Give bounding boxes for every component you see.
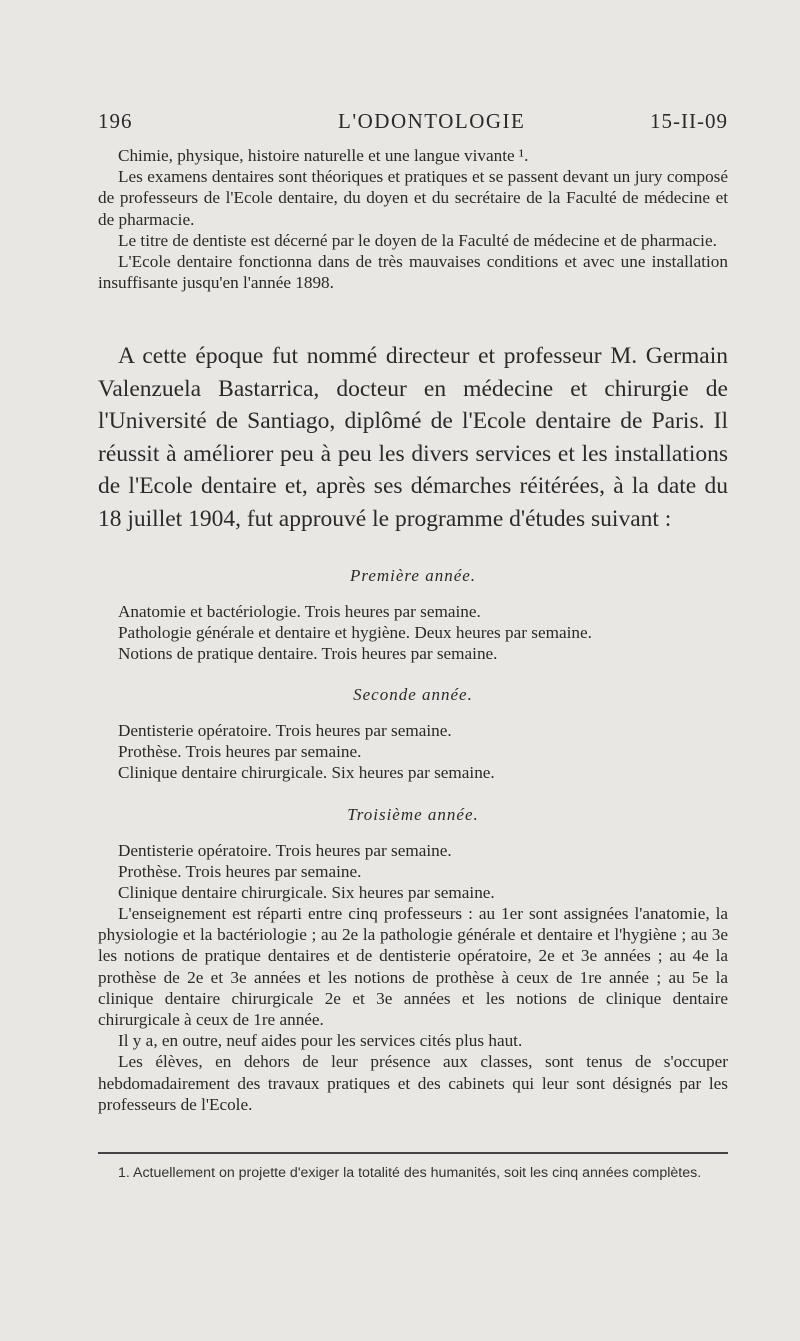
section-title-second-year: Seconde année.	[353, 685, 473, 704]
list-item: Dentisterie opératoire. Trois heures par semaine.	[118, 841, 452, 860]
list-item: Clinique dentaire chirurgicale. Six heures par semaine.	[118, 763, 495, 782]
list-item: Dentisterie opératoire. Trois heures par semaine.	[118, 721, 452, 740]
running-header	[98, 109, 728, 139]
list-item: Clinique dentaire chirurgicale. Six heures par semaine.	[118, 883, 495, 902]
paragraph: Les élèves, en dehors de leur présence aux classes, sont tenus de s'occuper hebdomadairement des travaux pratiques et des cabinets qui leur sont désignés par les professeurs de l'Ecole.	[98, 1052, 728, 1114]
closing-text	[98, 903, 728, 1115]
list-item: Pathologie générale et dentaire et hygiène. Deux heures par semaine.	[118, 623, 592, 642]
paragraph: Chimie, physique, histoire naturelle et une langue vivante ¹.	[118, 146, 529, 165]
course-list-third-year	[118, 840, 738, 903]
footnote: 1. Actuellement on projette d'exiger la totalité des humanités, soit les cinq années complètes.	[118, 1165, 702, 1181]
paragraph: L'enseignement est réparti entre cinq professeurs : au 1er sont assignées l'anatomie, la physiologie et la bactériologie ; au 2e la pathologie générale et dentaire et l'hygiène ; au 3e les notions de pratique dentaires et de dentisterie opératoire, 2e et 3e années ; au 4e la prothèse de 2e et 3e années et les notions de prothèse à ceux de 1re année ; au 5e la clinique dentaire chirurgicale 2e et 3e années et les notions de clinique dentaire chirurgicale à ceux de 1re année.	[98, 904, 728, 1030]
paragraph: A cette époque fut nommé directeur et professeur M. Germain Valenzuela Bastarrica, docteur en médecine et chirurgie de l'Université de Santiago, diplômé de l'Ecole dentaire de Paris. Il réussit à améliorer peu à peu les divers services et les installations de l'Ecole dentaire et, après ses démarches réitérées, à la date du 18 juillet 1904, fut approuvé le programme d'études suivant :	[98, 343, 728, 532]
main-text	[98, 340, 728, 536]
section-title-third-year: Troisième année.	[347, 805, 479, 824]
course-list-second-year	[118, 720, 738, 783]
list-item: Notions de pratique dentaire. Trois heures par semaine.	[118, 644, 498, 663]
issue-date: 15-II-09	[650, 109, 728, 133]
journal-title: L'ODONTOLOGIE	[338, 109, 526, 133]
list-item: Prothèse. Trois heures par semaine.	[118, 742, 362, 761]
list-item: Prothèse. Trois heures par semaine.	[118, 862, 362, 881]
intro-text	[98, 145, 728, 293]
course-list-first-year	[118, 601, 738, 664]
section-title-first-year: Première année.	[349, 566, 477, 585]
paragraph: Le titre de dentiste est décerné par le doyen de la Faculté de médecine et de pharmacie.	[118, 230, 717, 250]
list-item: Anatomie et bactériologie. Trois heures par semaine.	[118, 602, 481, 621]
paragraph: Il y a, en outre, neuf aides pour les services cités plus haut.	[118, 1031, 523, 1051]
paragraph: L'Ecole dentaire fonctionna dans de très mauvaises conditions et avec une installation insuffisante jusqu'en l'année 1898.	[98, 252, 728, 293]
paragraph: Les examens dentaires sont théoriques et pratiques et se passent devant un jury composé de professeurs de l'Ecole dentaire, du doyen et du secrétaire de la Faculté de médecine et de pharmacie.	[98, 167, 728, 229]
page-number: 196	[98, 109, 133, 133]
footnote-divider	[98, 1152, 728, 1154]
